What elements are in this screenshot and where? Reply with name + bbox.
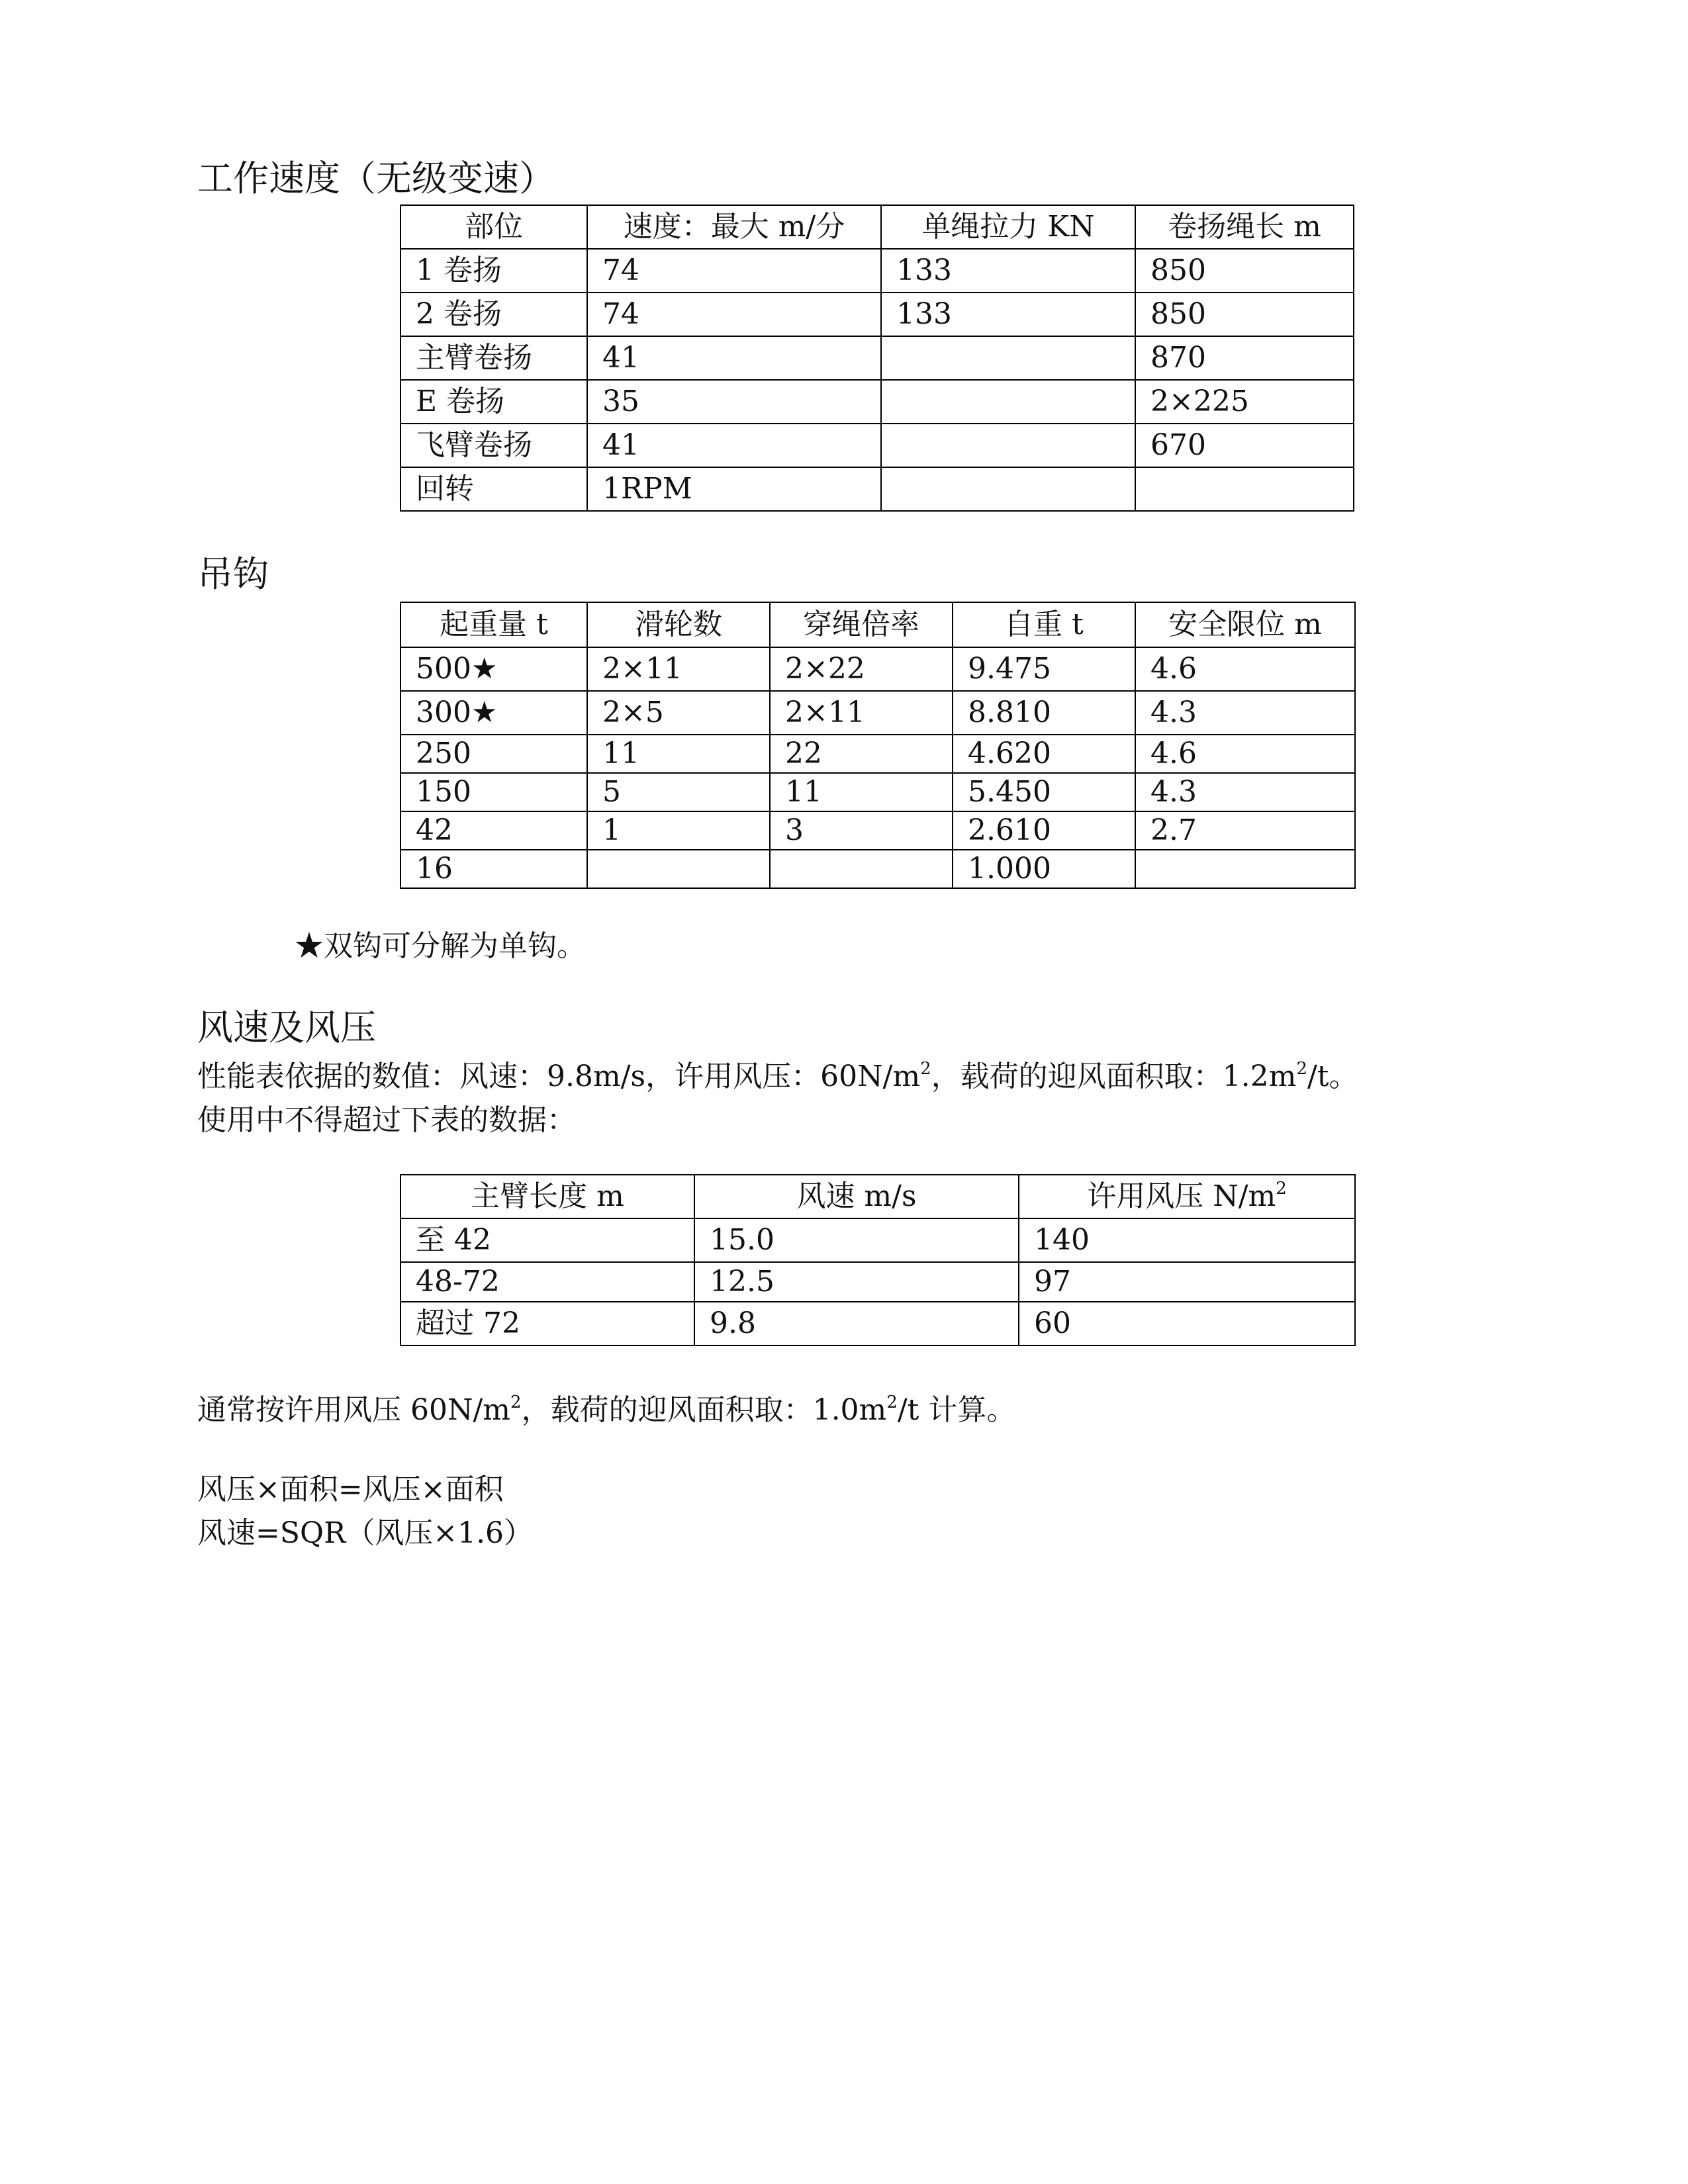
column-header: 安全限位 m — [1135, 602, 1355, 647]
table-cell — [1135, 467, 1354, 511]
table-header-row — [400, 1175, 1355, 1218]
table-cell: 870 — [1135, 336, 1354, 380]
text-fragment: 通常按许用风压 60N/m — [197, 1393, 511, 1427]
table-cell: 41 — [587, 336, 881, 380]
column-header: 速度：最大 m/分 — [587, 205, 881, 249]
table-cell: 97 — [1019, 1262, 1355, 1302]
table-cell: 670 — [1135, 424, 1354, 467]
table-cell — [881, 336, 1135, 380]
table-cell: 9.8 — [694, 1302, 1019, 1345]
table-cell: 41 — [587, 424, 881, 467]
table-cell: 850 — [1135, 249, 1354, 293]
table-row — [400, 1302, 1355, 1345]
text-fragment: /t。 — [1307, 1060, 1358, 1093]
header-text: 许用风压 N/m — [1087, 1179, 1276, 1213]
table-row — [400, 735, 1355, 773]
table-cell: 2.610 — [953, 811, 1135, 850]
table-cell: 11 — [587, 735, 770, 773]
table-cell: 4.3 — [1135, 773, 1355, 811]
table-cell: 850 — [1135, 293, 1354, 336]
table-cell: 2.7 — [1135, 811, 1355, 850]
column-header: 穿绳倍率 — [770, 602, 953, 647]
table-cell — [770, 850, 953, 888]
table-cell: 4.6 — [1135, 647, 1355, 691]
column-header: 滑轮数 — [587, 602, 770, 647]
table-row — [400, 1262, 1355, 1302]
table-cell: 4.620 — [953, 735, 1135, 773]
table-row — [400, 336, 1354, 380]
table-cell: 1RPM — [587, 467, 881, 511]
table-row — [400, 467, 1354, 511]
text-fragment: 性能表依据的数值：风速：9.8m/s，许用风压：60N/m — [197, 1060, 921, 1093]
superscript: 2 — [1296, 1059, 1307, 1079]
table-cell: 4.6 — [1135, 735, 1355, 773]
table-cell: 2×11 — [587, 647, 770, 691]
column-header: 风速 m/s — [694, 1175, 1019, 1218]
table-cell: 2×5 — [587, 691, 770, 735]
table-cell: 5.450 — [953, 773, 1135, 811]
superscript: 2 — [1276, 1179, 1287, 1199]
formula-wind-speed: 风速=SQR（风压×1.6） — [197, 1516, 534, 1550]
table-cell: 主臂卷扬 — [400, 336, 587, 380]
table-cell: 22 — [770, 735, 953, 773]
table-cell: 8.810 — [953, 691, 1135, 735]
table-cell: 2×11 — [770, 691, 953, 735]
table-cell — [881, 467, 1135, 511]
table-row — [400, 811, 1355, 850]
column-header: 自重 t — [953, 602, 1135, 647]
superscript: 2 — [920, 1059, 931, 1079]
table-cell: 11 — [770, 773, 953, 811]
table-cell: 1 — [587, 811, 770, 850]
table-cell: 15.0 — [694, 1218, 1019, 1262]
table-cell: 4.3 — [1135, 691, 1355, 735]
table-cell — [881, 380, 1135, 424]
table-cell: 9.475 — [953, 647, 1135, 691]
table-cell: 回转 — [400, 467, 587, 511]
table-row — [400, 850, 1355, 888]
wind-basis-paragraph — [197, 1055, 1358, 1099]
table-cell: 飞臂卷扬 — [400, 424, 587, 467]
column-header — [1019, 1175, 1355, 1218]
table-row — [400, 293, 1354, 336]
table-cell: 133 — [881, 249, 1135, 293]
table-cell: 60 — [1019, 1302, 1355, 1345]
column-header: 主臂长度 m — [400, 1175, 694, 1218]
table-row — [400, 1218, 1355, 1262]
column-header: 部位 — [400, 205, 587, 249]
table-row — [400, 249, 1354, 293]
table-cell: 140 — [1019, 1218, 1355, 1262]
table-header-row — [400, 205, 1354, 249]
work-speed-table — [400, 205, 1354, 512]
section-title-hook: 吊钩 — [197, 553, 269, 595]
table-row — [400, 380, 1354, 424]
table-row — [400, 424, 1354, 467]
table-cell: 1 卷扬 — [400, 249, 587, 293]
table-cell: 74 — [587, 249, 881, 293]
table-cell: 16 — [400, 850, 587, 888]
table-cell: 500★ — [400, 647, 587, 691]
hook-table — [400, 602, 1356, 889]
section-title-work-speed: 工作速度（无级变速） — [197, 158, 555, 199]
table-cell — [1135, 850, 1355, 888]
table-cell: 3 — [770, 811, 953, 850]
table-cell: 5 — [587, 773, 770, 811]
text-fragment: /t 计算。 — [897, 1393, 1016, 1427]
table-cell: 2 卷扬 — [400, 293, 587, 336]
table-cell: 35 — [587, 380, 881, 424]
formula-pressure-area: 风压×面积=风压×面积 — [197, 1473, 504, 1506]
table-cell: 42 — [400, 811, 587, 850]
table-header-row — [400, 602, 1355, 647]
table-cell: 12.5 — [694, 1262, 1019, 1302]
column-header: 起重量 t — [400, 602, 587, 647]
table-cell — [587, 850, 770, 888]
text-fragment: ，载荷的迎风面积取：1.2m — [931, 1060, 1297, 1093]
table-row — [400, 691, 1355, 735]
column-header: 卷扬绳长 m — [1135, 205, 1354, 249]
superscript: 2 — [886, 1392, 898, 1413]
table-cell: 74 — [587, 293, 881, 336]
table-cell: 至 42 — [400, 1218, 694, 1262]
table-row — [400, 773, 1355, 811]
superscript: 2 — [510, 1392, 522, 1413]
table-cell: 150 — [400, 773, 587, 811]
table-cell: 2×22 — [770, 647, 953, 691]
section-title-wind: 风速及风压 — [197, 1007, 376, 1048]
table-cell — [881, 424, 1135, 467]
table-cell: 133 — [881, 293, 1135, 336]
wind-table — [400, 1174, 1356, 1346]
column-header: 单绳拉力 KN — [881, 205, 1135, 249]
table-cell: 超过 72 — [400, 1302, 694, 1345]
double-hook-note: ★双钩可分解为单钩。 — [295, 929, 586, 963]
table-cell: 250 — [400, 735, 587, 773]
table-cell: 1.000 — [953, 850, 1135, 888]
table-row — [400, 647, 1355, 691]
table-cell: 48-72 — [400, 1262, 694, 1302]
table-cell: 2×225 — [1135, 380, 1354, 424]
wind-calc-paragraph — [197, 1388, 1015, 1432]
text-fragment: ，载荷的迎风面积取：1.0m — [521, 1393, 887, 1427]
table-cell: E 卷扬 — [400, 380, 587, 424]
wind-limit-paragraph: 使用中不得超过下表的数据： — [197, 1103, 576, 1137]
table-cell: 300★ — [400, 691, 587, 735]
